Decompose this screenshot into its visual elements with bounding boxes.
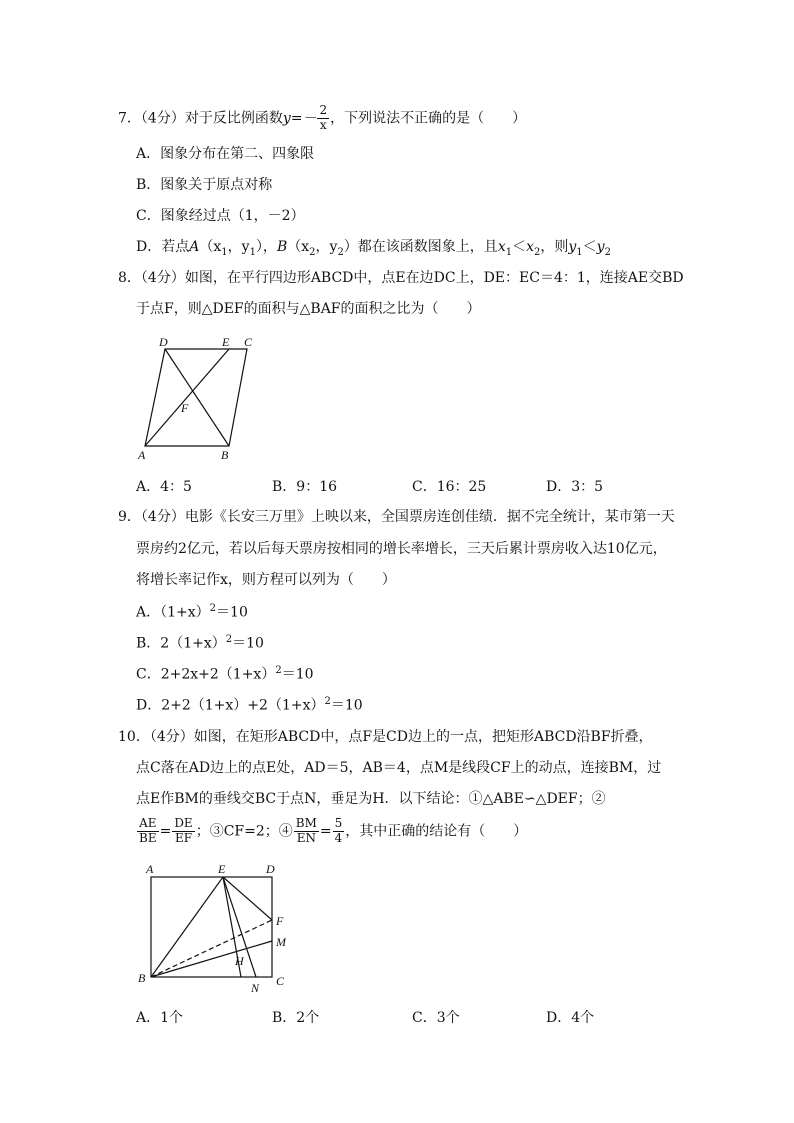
q10-label-f: F [276, 914, 284, 928]
q9-b-sup: 2 [225, 634, 233, 645]
q10-segment-ef [223, 877, 272, 920]
q7-d-r1: ）， [255, 239, 277, 255]
q7-stem [118, 104, 526, 133]
q9-option-c [136, 666, 314, 682]
q10-f2-den: EF [174, 830, 193, 845]
q7-d-s7: 1 [576, 246, 583, 258]
q10-f1-num: AE [137, 817, 159, 832]
q10-mid: ；③CF=2；④ [195, 823, 293, 840]
q8-label-d: D [159, 335, 168, 349]
q10-label-h: H [235, 954, 244, 968]
q9-b-post: ＝10 [232, 635, 264, 652]
q9-d-sup: 2 [324, 696, 331, 707]
q10-option-a: A．1个 [136, 1010, 184, 1026]
q9-c-post: ＝10 [281, 666, 314, 683]
q9-option-a [136, 604, 248, 620]
q10-f4-num: 5 [334, 816, 343, 830]
q8-parallelogram [145, 349, 247, 446]
q7-frac-den: x [319, 117, 327, 132]
q10-frac-5-4 [333, 817, 345, 846]
q8-label-e: E [222, 335, 230, 349]
q10-f1-den: BE [139, 830, 157, 845]
q7-frac-num: 2 [319, 103, 328, 117]
q10-eq: = [159, 823, 172, 840]
q10-segment-bm [151, 941, 272, 977]
q10-option-b: B．2个 [272, 1010, 320, 1026]
q10-label-n: N [251, 981, 260, 995]
q7-d-b: B [276, 239, 288, 255]
q10-eq2: = [319, 823, 332, 840]
q10-line2: 点C落在AD边上的点E处，AD＝5，AB＝4，点M是线段CF上的动点，连接BM，过 [136, 760, 662, 776]
q10-option-d: D．4个 [546, 1010, 595, 1026]
q7-d-r2: ）都在该函数图象上，且 [343, 239, 498, 255]
q7-d-x2: x [526, 239, 534, 255]
q9-a-pre: A．（1+x） [136, 604, 210, 621]
q10-option-c: C．3个 [412, 1010, 460, 1026]
q9-d-post: ＝10 [330, 697, 363, 714]
q7-d-y2: y [596, 239, 605, 255]
q7-d-a: A [189, 239, 200, 255]
q10-segment-en [223, 877, 256, 977]
q9-c-pre: C．2+2x+2（1+x） [136, 666, 276, 683]
q7-option-b: B．图象关于原点对称 [136, 177, 273, 193]
q10-frac-bm-en [294, 817, 319, 846]
q10-f3-den: EN [296, 830, 316, 845]
q7-d-y1: y [568, 239, 577, 255]
q8-option-c: C．16：25 [412, 479, 487, 495]
q9-b-pre: B．2（1+x） [136, 635, 226, 652]
q7-d-pre: D．若点 [136, 239, 190, 255]
q8-option-d: D．3：5 [546, 479, 604, 495]
q9-option-d [136, 697, 363, 713]
q10-segment-be [151, 877, 223, 977]
q7-d-then: ，则 [540, 239, 569, 255]
q9-a-sup: 2 [209, 603, 217, 614]
q9-a-post: ＝10 [216, 604, 248, 621]
q10-line1: 10．（4分）如图，在矩形ABCD中，点F是CD边上的一点，把矩形ABCD沿BF折叠， [118, 729, 653, 745]
q9-line1: 9．（4分）电影《长安三万里》上映以来，全国票房连创佳绩．据不完全统计，某市第一天 [118, 509, 675, 525]
q7-d-s2: 1 [249, 246, 256, 258]
q9-option-b [136, 635, 264, 651]
q10-rectangle [151, 877, 272, 977]
q10-f4-den: 4 [334, 830, 343, 845]
q7-d-c2: ，y [315, 239, 338, 255]
q8-label-f: F [181, 401, 189, 415]
q10-segment-bf-dashed [151, 920, 272, 977]
q7-y-eq: y=－ [282, 110, 317, 127]
q8-segment-ae [145, 349, 229, 446]
q7-d-lt2: ＜ [582, 239, 597, 255]
q8-label-a: A [138, 448, 146, 462]
q7-option-d [136, 240, 611, 258]
q7-d-s5: 1 [505, 246, 513, 258]
q7-d-c1: ，y [227, 239, 250, 255]
q7-d-s3: 2 [309, 246, 316, 258]
q10-label-e: E [218, 862, 226, 876]
q8-label-b: B [221, 448, 229, 462]
q7-d-lt: ＜ [512, 239, 527, 255]
q10-tail: ，其中正确的结论有（ ） [345, 823, 528, 840]
q7-option-a: A．图象分布在第二、四象限 [136, 146, 315, 162]
q8-label-c: C [244, 335, 253, 349]
q7-d-s1: 1 [221, 246, 228, 258]
q8-diagonal-db [165, 349, 229, 446]
q10-line4 [136, 817, 527, 846]
q7-d-s4: 2 [337, 246, 344, 258]
q7-fraction [317, 104, 329, 133]
q7-d-l2: （x [287, 239, 310, 255]
q10-label-m: M [276, 935, 286, 949]
q7-suffix: ，下列说法不正确的是（ ） [330, 110, 527, 127]
q9-line3: 将增长率记作x，则方程可以列为（ ） [136, 572, 396, 588]
q8-line1: 8．（4分）如图，在平行四边形ABCD中，点E在边DC上，DE：EC＝4：1，连接AE交BD [118, 270, 684, 286]
q10-label-b: B [138, 971, 146, 985]
q7-prefix: 7．（4分）对于反比例函数 [118, 110, 283, 127]
q7-d-s8: 2 [604, 246, 611, 258]
q7-d-s6: 2 [534, 246, 541, 258]
q8-line2: 于点F，则△DEF的面积与△BAF的面积之比为（ ） [136, 301, 481, 317]
q10-segment-ex [223, 877, 241, 977]
q9-d-pre: D．2+2（1+x）+2（1+x） [136, 697, 325, 714]
q9-line2: 票房约2亿元，若以后每天票房按相同的增长率增长，三天后累计票房收入达10亿元， [136, 541, 667, 557]
q10-frac-de-ef [172, 817, 194, 846]
q8-option-b: B．9：16 [272, 479, 338, 495]
q7-d-x1: x [497, 239, 506, 255]
q10-label-a: A [146, 862, 154, 876]
q10-f2-num: DE [174, 816, 193, 830]
q9-c-sup: 2 [275, 665, 282, 676]
q10-frac-ae-be [137, 817, 159, 846]
q8-option-a: A．4：5 [136, 479, 192, 495]
q10-label-c: C [276, 974, 285, 988]
q7-d-l1: （x [199, 239, 222, 255]
q10-f3-num: BM [295, 816, 317, 830]
q7-option-c: C．图象经过点（1，－2） [136, 208, 305, 224]
q10-line3: 点E作BM的垂线交BC于点N，垂足为H．以下结论：①△ABE∽△DEF；② [136, 791, 606, 807]
q10-label-d: D [266, 862, 275, 876]
